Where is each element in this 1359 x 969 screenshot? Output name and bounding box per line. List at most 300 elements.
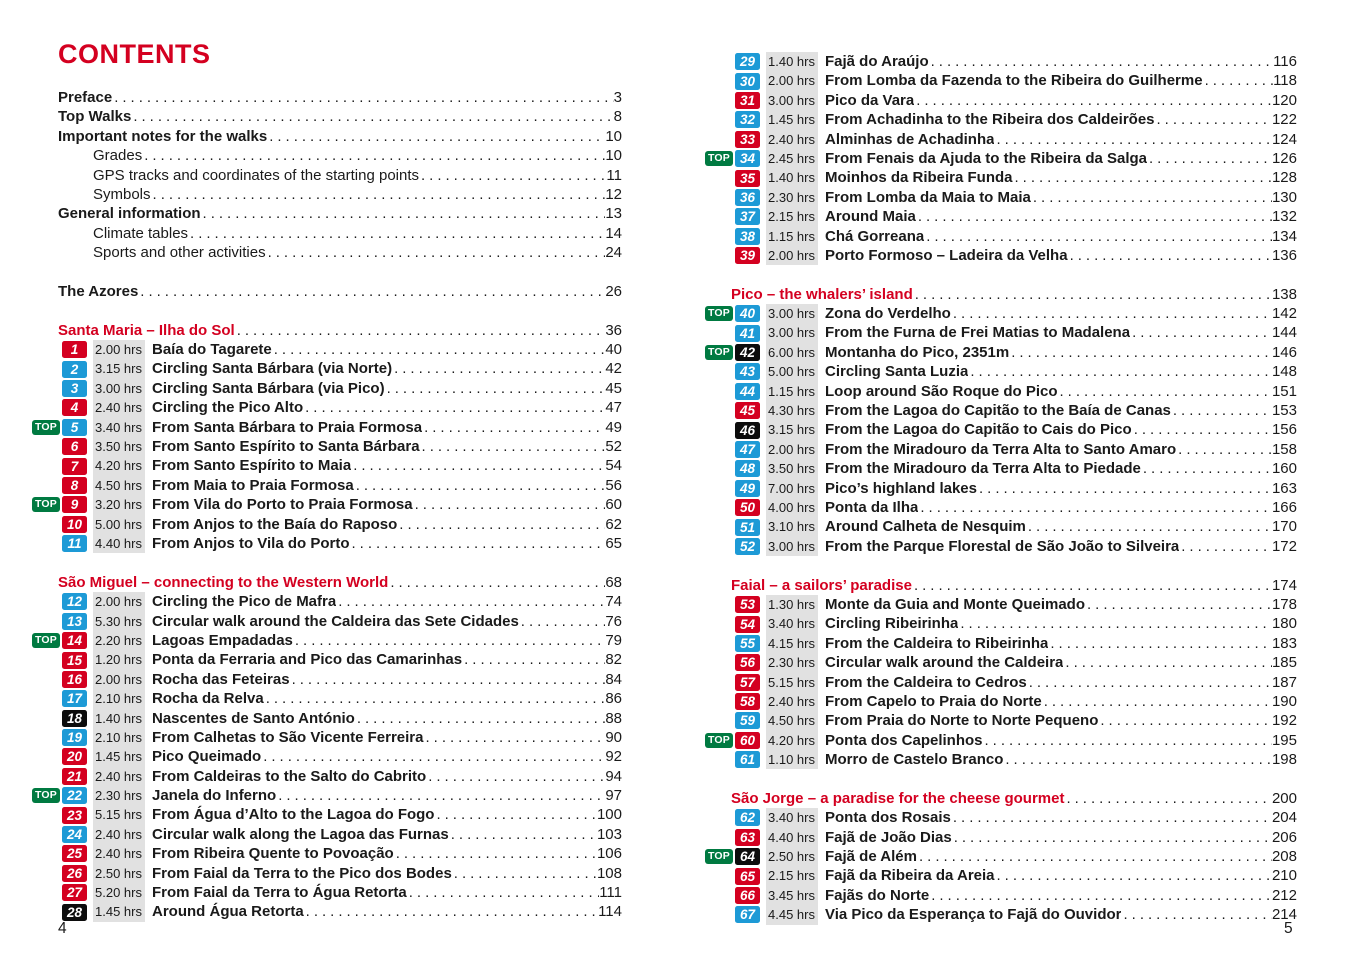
walk-duration: 3.00 hrs <box>766 537 818 556</box>
section-header <box>58 321 622 340</box>
toc-page-left <box>32 40 622 922</box>
walk-entry <box>705 750 1297 769</box>
page-ref: 158 <box>1271 440 1297 458</box>
walk-duration: 3.40 hrs <box>93 418 145 437</box>
walk-entry <box>705 382 1297 401</box>
walk-number-badge: 19 <box>62 729 87 746</box>
walk-duration: 2.30 hrs <box>766 188 818 207</box>
dot-leader <box>295 631 605 650</box>
page-ref: 56 <box>605 476 622 494</box>
walk-title: Lagoas Empadadas <box>152 631 293 649</box>
walk-duration: 4.50 hrs <box>766 711 818 730</box>
dot-leader <box>931 886 1272 905</box>
walk-title: Janela do Inferno <box>152 787 277 805</box>
walk-number-badge: 6 <box>62 438 87 455</box>
walk-duration: 2.20 hrs <box>93 631 145 650</box>
page-ref: 36 <box>605 321 622 339</box>
page-ref: 151 <box>1271 382 1297 400</box>
walk-section <box>705 52 1297 265</box>
walk-title: Fajã do Araújo <box>825 53 929 70</box>
walk-title: Chá Gorreana <box>825 227 925 245</box>
page-ref: 210 <box>1271 867 1297 885</box>
walk-number-badge: 54 <box>735 616 760 633</box>
walk-title: From Lomba da Fazenda to the Ribeira do Guilherme <box>825 72 1203 90</box>
page-ref: 13 <box>605 205 622 223</box>
dot-leader <box>1066 789 1272 808</box>
walk-title: From Santa Bárbara to Praia Formosa <box>152 418 423 436</box>
walk-duration: 4.40 hrs <box>766 828 818 847</box>
walk-number-badge: 55 <box>735 635 760 652</box>
page-ref: 49 <box>605 418 622 436</box>
page-ref: 130 <box>1271 188 1297 206</box>
walk-number-badge: 56 <box>735 654 760 671</box>
page-ref: 192 <box>1271 712 1297 730</box>
page-ref: 144 <box>1271 324 1297 342</box>
page-ref: 60 <box>605 496 622 514</box>
page-ref: 116 <box>1273 53 1297 70</box>
walk-duration: 2.40 hrs <box>93 825 145 844</box>
top-badge-slot <box>705 733 735 748</box>
dot-leader <box>268 243 606 262</box>
walk-entry <box>705 149 1297 168</box>
walk-title: From Santo Espírito to Maia <box>152 457 352 475</box>
walk-number-badge: 10 <box>62 516 87 533</box>
dot-leader <box>409 883 599 902</box>
dot-leader <box>451 825 597 844</box>
walk-entry <box>32 631 622 650</box>
walk-duration: 4.45 hrs <box>766 905 818 924</box>
walk-number-badge: 59 <box>735 712 760 729</box>
walk-number-badge: 17 <box>62 690 87 707</box>
walk-entry <box>32 456 622 475</box>
walk-number-badge: 31 <box>735 92 760 109</box>
dot-leader <box>278 786 605 805</box>
walk-duration: 3.20 hrs <box>93 495 145 514</box>
walk-entry <box>705 498 1297 517</box>
page-ref: 11 <box>606 166 622 184</box>
walk-section <box>705 285 1297 556</box>
walk-entry <box>705 304 1297 323</box>
walk-duration: 6.00 hrs <box>766 343 818 362</box>
walk-duration: 3.15 hrs <box>766 420 818 439</box>
section-title: São Jorge – a paradise for the cheese gourmet <box>731 789 1065 807</box>
walk-title: Ponta da Ferraria and Pico das Camarinhas <box>152 651 463 669</box>
toc-item <box>93 185 622 204</box>
walk-title: From the Miradouro da Terra Alta to Piedade <box>825 460 1141 478</box>
walk-entry <box>705 188 1297 207</box>
walk-entry <box>705 673 1297 692</box>
walk-duration: 1.15 hrs <box>766 382 818 401</box>
page-ref: 54 <box>605 457 622 475</box>
walk-title: Around Maia <box>825 208 916 226</box>
page-ref: 8 <box>613 108 622 126</box>
walk-entry <box>32 612 622 631</box>
top-badge: TOP <box>32 788 60 803</box>
dot-leader <box>306 902 598 921</box>
walk-duration: 2.00 hrs <box>93 340 145 359</box>
page-ref: 3 <box>613 89 622 106</box>
walk-duration: 2.15 hrs <box>766 866 818 885</box>
walk-duration: 4.20 hrs <box>766 731 818 750</box>
walk-entry <box>705 711 1297 730</box>
walk-duration: 2.50 hrs <box>93 864 145 883</box>
walk-number-badge: 50 <box>735 499 760 516</box>
walk-entry <box>32 728 622 747</box>
page-ref: 12 <box>605 185 622 203</box>
walk-title: From Calhetas to São Vicente Ferreira <box>152 728 424 746</box>
walk-number-badge: 44 <box>735 383 760 400</box>
section-title: São Miguel – connecting to the Western World <box>58 573 389 591</box>
walk-duration: 1.45 hrs <box>93 747 145 766</box>
page-ref: 79 <box>605 631 622 649</box>
walk-title: Fajã de Além <box>825 848 917 866</box>
page-ref: 174 <box>1271 576 1297 594</box>
page-number-left: 4 <box>58 920 67 937</box>
walk-entry <box>32 670 622 689</box>
walk-title: Ponta da Ilha <box>825 498 919 516</box>
dot-leader <box>415 495 606 514</box>
walk-number-badge: 28 <box>62 904 87 921</box>
walk-section <box>32 321 622 554</box>
dot-leader <box>394 359 605 378</box>
walk-entry <box>705 459 1297 478</box>
walk-duration: 4.40 hrs <box>93 534 145 553</box>
walk-number-badge: 29 <box>735 53 760 70</box>
top-badge-slot <box>32 497 62 512</box>
walk-title: Morro de Castelo Branco <box>825 751 1004 769</box>
walk-number-badge: 24 <box>62 826 87 843</box>
walk-title: Baía do Tagarete <box>152 341 272 359</box>
walk-duration: 2.45 hrs <box>766 149 818 168</box>
dot-leader <box>1015 168 1272 187</box>
walk-number-badge: 60 <box>735 732 760 749</box>
walk-number-badge: 46 <box>735 422 760 439</box>
walk-entry <box>705 692 1297 711</box>
walk-duration: 1.45 hrs <box>766 110 818 129</box>
toc-item-label: Top Walks <box>58 108 132 126</box>
walk-title: Moinhos da Ribeira Funda <box>825 169 1013 187</box>
walk-duration: 4.50 hrs <box>93 476 145 495</box>
walk-title: From Anjos to Vila do Porto <box>152 534 350 552</box>
walk-title: From Caldeiras to the Salto do Cabrito <box>152 767 427 785</box>
toc-page-right <box>705 52 1297 925</box>
walk-entry <box>705 808 1297 827</box>
page-ref: 204 <box>1271 809 1297 827</box>
walk-duration: 3.45 hrs <box>766 886 818 905</box>
walk-number-badge: 30 <box>735 73 760 90</box>
walk-entry <box>705 343 1297 362</box>
page-ref: 212 <box>1271 886 1297 904</box>
page-ref: 178 <box>1271 595 1297 613</box>
walk-duration: 3.50 hrs <box>766 459 818 478</box>
walk-entry <box>705 886 1297 905</box>
walk-entry <box>705 614 1297 633</box>
walk-entry <box>32 864 622 883</box>
dot-leader <box>1044 692 1272 711</box>
walk-duration: 1.15 hrs <box>766 227 818 246</box>
toc-item-label: The Azores <box>58 282 139 300</box>
walk-entry <box>32 689 622 708</box>
walk-entry <box>32 786 622 805</box>
top-badge-slot <box>705 151 735 166</box>
dot-leader <box>997 866 1272 885</box>
page-ref: 163 <box>1271 479 1297 497</box>
walk-duration: 2.40 hrs <box>93 767 145 786</box>
walk-duration: 1.10 hrs <box>766 750 818 769</box>
walk-entry <box>705 227 1297 246</box>
walk-entry <box>705 440 1297 459</box>
walk-duration: 1.40 hrs <box>766 52 818 71</box>
walk-entry <box>705 91 1297 110</box>
dot-leader <box>464 650 605 669</box>
page-ref: 24 <box>605 244 622 262</box>
page-ref: 200 <box>1271 789 1297 807</box>
dot-leader <box>1028 517 1272 536</box>
top-badge: TOP <box>32 497 60 512</box>
dot-leader <box>954 828 1272 847</box>
walk-number-badge: 20 <box>62 748 87 765</box>
walk-number-badge: 9 <box>62 496 87 513</box>
walk-entry <box>705 52 1297 71</box>
dot-leader <box>399 515 605 534</box>
walk-number-badge: 3 <box>62 380 87 397</box>
walk-entry <box>32 592 622 611</box>
page-ref: 42 <box>605 360 622 378</box>
walk-duration: 2.30 hrs <box>93 786 145 805</box>
page-ref: 84 <box>605 670 622 688</box>
walk-entry <box>32 495 622 514</box>
top-badge: TOP <box>705 849 733 864</box>
page-ref: 106 <box>596 845 622 863</box>
walk-title: Zona do Verdelho <box>825 305 951 323</box>
top-badge-slot <box>32 633 62 648</box>
walk-number-badge: 67 <box>735 906 760 923</box>
dot-leader <box>237 321 606 340</box>
walk-number-badge: 51 <box>735 519 760 536</box>
dot-leader <box>114 88 613 107</box>
walk-duration: 1.30 hrs <box>766 595 818 614</box>
page-ref: 10 <box>605 127 622 145</box>
walk-duration: 2.10 hrs <box>93 689 145 708</box>
dot-leader <box>1100 711 1272 730</box>
walk-title: Circular walk around the Caldeira das Sete Cidades <box>152 612 519 630</box>
walk-entry <box>32 379 622 398</box>
dot-leader <box>1143 459 1272 478</box>
dot-leader <box>352 534 606 553</box>
top-badge-slot <box>705 849 735 864</box>
top-badge: TOP <box>705 306 733 321</box>
walk-title: Pico Queimado <box>152 748 262 766</box>
walk-number-badge: 25 <box>62 845 87 862</box>
walk-number-badge: 4 <box>62 399 87 416</box>
dot-leader <box>1123 905 1271 924</box>
walk-duration: 3.50 hrs <box>93 437 145 456</box>
walk-title: Circling the Pico Alto <box>152 399 304 417</box>
page-ref: 166 <box>1271 498 1297 516</box>
walk-entry <box>32 515 622 534</box>
walk-title: Rocha da Relva <box>152 690 264 708</box>
walk-duration: 4.20 hrs <box>93 456 145 475</box>
dot-leader <box>153 185 606 204</box>
dot-leader <box>356 476 606 495</box>
dot-leader <box>1173 401 1272 420</box>
page-ref: 40 <box>605 341 622 359</box>
toc-item-label: Climate tables <box>93 224 189 242</box>
walk-entry <box>705 905 1297 924</box>
walk-number-badge: 48 <box>735 460 760 477</box>
top-badge: TOP <box>32 633 60 648</box>
page-ref: 45 <box>605 379 622 397</box>
dot-leader <box>338 592 605 611</box>
walk-entry <box>32 340 622 359</box>
walk-duration: 2.00 hrs <box>766 440 818 459</box>
toc-item-label: Symbols <box>93 185 151 203</box>
walk-entry <box>705 401 1297 420</box>
dot-leader <box>919 847 1272 866</box>
toc-item <box>58 282 622 301</box>
dot-leader <box>521 612 606 631</box>
walk-number-badge: 5 <box>62 419 87 436</box>
dot-leader <box>1050 634 1272 653</box>
walk-title: Alminhas de Achadinha <box>825 130 995 148</box>
walk-title: Circular walk around the Caldeira <box>825 654 1064 672</box>
walk-title: From Água d’Alto to the Lagoa do Fogo <box>152 806 435 824</box>
section-header <box>731 285 1297 304</box>
top-badge-slot <box>705 306 735 321</box>
dot-leader <box>1033 188 1272 207</box>
walk-title: Fajãs do Norte <box>825 886 930 904</box>
walk-duration: 4.00 hrs <box>766 498 818 517</box>
walk-entry <box>32 650 622 669</box>
page-ref: 156 <box>1271 421 1297 439</box>
walk-number-badge: 36 <box>735 189 760 206</box>
walk-number-badge: 52 <box>735 538 760 555</box>
dot-leader <box>428 767 605 786</box>
toc-item <box>58 127 622 146</box>
section-title: Pico – the whalers’ island <box>731 285 913 303</box>
section-header <box>731 576 1297 595</box>
dot-leader <box>140 282 605 301</box>
page-ref: 183 <box>1271 634 1297 652</box>
dot-leader <box>1070 246 1272 265</box>
dot-leader <box>918 207 1272 226</box>
dot-leader <box>953 808 1272 827</box>
walk-entry <box>32 359 622 378</box>
dot-leader <box>274 340 606 359</box>
walk-number-badge: 41 <box>735 325 760 342</box>
dot-leader <box>914 576 1272 595</box>
front-matter-list <box>32 88 622 301</box>
walk-duration: 1.20 hrs <box>93 650 145 669</box>
right-walk-sections <box>705 52 1297 925</box>
page-ref: 170 <box>1271 518 1297 536</box>
dot-leader <box>1132 323 1272 342</box>
walk-title: Nascentes de Santo António <box>152 709 355 727</box>
walk-number-badge: 47 <box>735 441 760 458</box>
walk-number-badge: 23 <box>62 807 87 824</box>
walk-duration: 1.45 hrs <box>93 902 145 921</box>
dot-leader <box>266 689 606 708</box>
walk-entry <box>705 168 1297 187</box>
dot-leader <box>1134 420 1272 439</box>
walk-title: From Capelo to Praia do Norte <box>825 692 1042 710</box>
walk-duration: 2.40 hrs <box>766 692 818 711</box>
page-ref: 214 <box>1271 906 1297 924</box>
dot-leader <box>916 91 1272 110</box>
walk-number-badge: 35 <box>735 170 760 187</box>
toc-item <box>93 146 622 165</box>
walk-number-badge: 16 <box>62 671 87 688</box>
walk-duration: 2.50 hrs <box>766 847 818 866</box>
walk-entry <box>705 537 1297 556</box>
walk-duration: 5.15 hrs <box>93 805 145 824</box>
dot-leader <box>144 146 605 165</box>
walk-duration: 5.30 hrs <box>93 612 145 631</box>
page-ref: 90 <box>605 728 622 746</box>
walk-entry <box>32 805 622 824</box>
dot-leader <box>1178 440 1272 459</box>
dot-leader <box>1029 673 1272 692</box>
walk-entry <box>32 476 622 495</box>
dot-leader <box>960 614 1272 633</box>
walk-duration: 3.40 hrs <box>766 614 818 633</box>
toc-item <box>93 224 622 243</box>
page-ref: 208 <box>1271 848 1297 866</box>
top-badge: TOP <box>705 151 733 166</box>
walk-title: Fajã da Ribeira da Areia <box>825 867 995 885</box>
walk-number-badge: 64 <box>735 848 760 865</box>
toc-item-label: Preface <box>58 89 113 106</box>
dot-leader <box>985 731 1272 750</box>
dot-leader <box>1205 71 1274 90</box>
page-ref: 148 <box>1271 363 1297 381</box>
walk-section <box>32 573 622 922</box>
walk-entry <box>705 207 1297 226</box>
toc-item <box>93 243 622 262</box>
walk-entry <box>32 418 622 437</box>
walk-number-badge: 61 <box>735 751 760 768</box>
walk-title: From the Miradouro da Terra Alta to Santo Amaro <box>825 440 1177 458</box>
walk-entry <box>32 844 622 863</box>
walk-duration: 2.00 hrs <box>93 670 145 689</box>
walk-number-badge: 22 <box>62 787 87 804</box>
contents-heading: CONTENTS <box>58 39 211 69</box>
walk-title: Circling Santa Bárbara (via Pico) <box>152 379 385 397</box>
page-ref: 65 <box>605 534 622 552</box>
walk-number-badge: 42 <box>735 344 760 361</box>
dot-leader <box>970 362 1272 381</box>
walk-entry <box>705 323 1297 342</box>
walk-number-badge: 43 <box>735 363 760 380</box>
page-number-right: 5 <box>1284 920 1293 937</box>
dot-leader <box>305 398 605 417</box>
walk-entry <box>32 902 622 921</box>
walk-entry <box>705 634 1297 653</box>
page-ref: 94 <box>605 767 622 785</box>
walk-entry <box>705 847 1297 866</box>
dot-leader <box>263 747 605 766</box>
page-ref: 97 <box>605 787 622 805</box>
walk-duration: 2.15 hrs <box>766 207 818 226</box>
walk-title: From Achadinha to the Ribeira dos Caldeirões <box>825 111 1155 129</box>
walk-duration: 2.40 hrs <box>766 130 818 149</box>
dot-leader <box>953 304 1272 323</box>
walk-duration: 3.00 hrs <box>766 323 818 342</box>
page-ref: 14 <box>605 224 622 242</box>
walk-number-badge: 53 <box>735 596 760 613</box>
toc-item-label: General information <box>58 205 201 223</box>
page-ref: 103 <box>596 825 622 843</box>
